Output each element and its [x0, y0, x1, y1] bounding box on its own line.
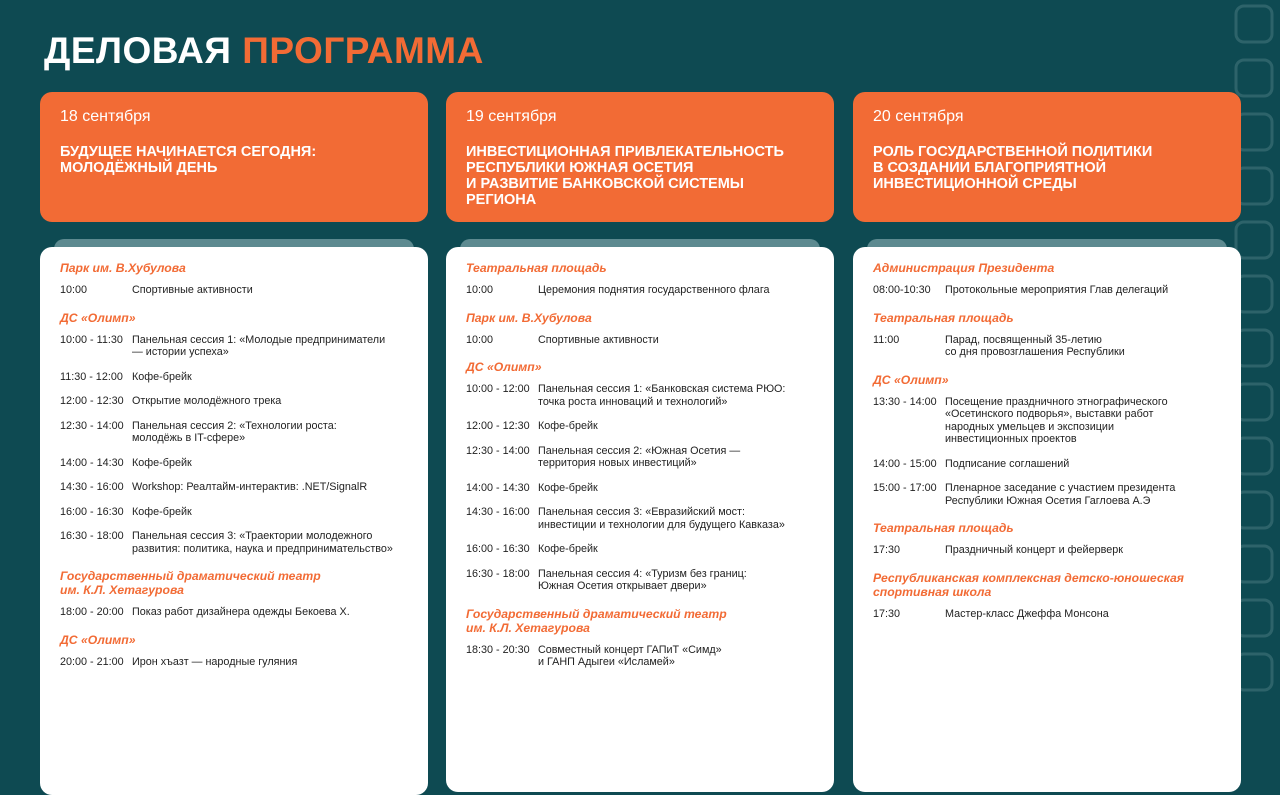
schedule-card: [40, 247, 428, 795]
schedule-row: [466, 644, 814, 669]
event-description: Показ работ дизайнера одежды Бекоева Х.: [132, 606, 350, 618]
event-description: Кофе-брейк: [132, 456, 192, 469]
event-description: Посещение праздничного этнографического «Осетинского подворья», выставки работ народных умельцев и экспозиции инвестиционных проектов: [945, 395, 1168, 445]
event-description: Открытие молодёжного трека: [132, 395, 282, 407]
schedule-row: [466, 568, 814, 593]
event-time: 10:00 - 12:00: [466, 383, 530, 395]
schedule-row: [466, 506, 814, 531]
event-description: Панельная сессия 1: «Банковская система РЮО: точка роста инноваций и технологий»: [538, 383, 786, 408]
event-time: 20:00 - 21:00: [60, 655, 124, 668]
event-time: 10:00: [466, 333, 494, 346]
event-description: Панельная сессия 3: «Траектории молодежного развития: политика, наука и предпринимательство»: [132, 530, 393, 555]
event-time: 12:30 - 14:00: [60, 419, 124, 432]
event-time: 14:30 - 16:00: [466, 506, 530, 518]
schedule-row: [60, 506, 408, 519]
day-header: [446, 92, 834, 222]
schedule-row: [60, 420, 408, 445]
event-time: 14:00 - 14:30: [466, 481, 530, 494]
venue-label: Парк им. В.Хубулова: [60, 261, 186, 275]
day-theme: РОЛЬ ГОСУДАРСТВЕННОЙ ПОЛИТИКИ В СОЗДАНИИ БЛАГОПРИЯТНОЙ ИНВЕСТИЦИОННОЙ СРЕДЫ: [873, 144, 1153, 192]
schedule-row: [873, 482, 1221, 507]
title-part1: ДЕЛОВАЯ: [44, 30, 232, 71]
venue-label: ДС «Олимп»: [873, 372, 949, 387]
schedule-row: [873, 544, 1221, 557]
event-description: Пленарное заседание с участием президента Республики Южная Осетия Гаглоева А.Э: [945, 482, 1176, 507]
day-date: 19 сентября: [466, 108, 557, 125]
event-description: Панельная сессия 2: «Южная Осетия — территория новых инвестиций»: [538, 444, 741, 469]
venue-label: Администрация Президента: [873, 261, 1055, 275]
event-description: Праздничный концерт и фейерверк: [945, 544, 1123, 556]
venue-label: Республиканская комплексная детско-юношеская спортивная школа: [873, 570, 1184, 599]
event-time: 10:00: [60, 284, 88, 296]
schedule-row: [60, 371, 408, 384]
event-description: Кофе-брейк: [538, 543, 598, 555]
venue-label: Театральная площадь: [466, 261, 607, 275]
event-time: 16:30 - 18:00: [60, 530, 124, 542]
event-description: Протокольные мероприятия Глав делегаций: [945, 284, 1169, 296]
schedule-row: [466, 284, 814, 297]
event-time: 12:00 - 12:30: [60, 395, 124, 407]
schedule-row: [873, 334, 1221, 359]
event-time: 13:30 - 14:00: [873, 395, 937, 408]
schedule-row: [873, 458, 1221, 471]
event-time: 15:00 - 17:00: [873, 482, 937, 494]
title-part2: ПРОГРАММА: [242, 30, 484, 71]
event-description: Кофе-брейк: [538, 481, 598, 494]
schedule-row: [466, 334, 814, 347]
event-description: Подписание соглашений: [945, 457, 1070, 470]
venue-label: Государственный драматический театр им. К.Л. Хетагурова: [466, 606, 727, 635]
event-description: Workshop: Реалтайм-интерактив: .NET/SignalR: [132, 481, 368, 493]
day-column-1: [40, 92, 428, 668]
event-time: 12:00 - 12:30: [466, 420, 530, 432]
event-time: 16:00 - 16:30: [466, 543, 530, 555]
event-description: Панельная сессия 2: «Технологии роста: молодёжь в IT-сфере»: [132, 419, 337, 444]
event-time: 11:00: [873, 333, 900, 346]
venue-label: Театральная площадь: [873, 310, 1014, 325]
event-time: 12:30 - 14:00: [466, 444, 530, 457]
day-theme: ИНВЕСТИЦИОННАЯ ПРИВЛЕКАТЕЛЬНОСТЬ РЕСПУБЛИКИ ЮЖНАЯ ОСЕТИЯ И РАЗВИТИЕ БАНКОВСКОЙ СИСТЕМЫ РЕГИОНА: [466, 144, 784, 208]
day-header: [853, 92, 1241, 222]
event-description: Панельная сессия 4: «Туризм без границ: Южная Осетия открывает двери»: [538, 567, 747, 592]
event-time: 10:00: [466, 284, 494, 296]
event-description: Панельная сессия 3: «Евразийский мост: инвестиции и технологии для будущего Кавказа»: [538, 506, 785, 531]
schedule-row: [60, 284, 408, 297]
event-description: Мастер-класс Джеффа Монсона: [945, 607, 1109, 620]
event-time: 16:30 - 18:00: [466, 567, 530, 580]
day-date: 20 сентября: [873, 108, 964, 125]
event-time: 17:30: [873, 607, 901, 620]
event-description: Кофе-брейк: [132, 505, 192, 518]
event-description: Парад, посвященный 35-летию со дня провозглашения Республики: [945, 333, 1125, 358]
event-time: 14:00 - 15:00: [873, 457, 937, 470]
event-time: 10:00 - 11:30: [60, 333, 123, 346]
event-time: 18:30 - 20:30: [466, 643, 530, 656]
day-date: 18 сентября: [60, 108, 151, 125]
schedule-row: [60, 481, 408, 494]
event-description: Спортивные активности: [538, 333, 659, 346]
event-time: 08:00-10:30: [873, 284, 931, 296]
event-description: Ирон хъазт — народные гуляния: [132, 655, 298, 668]
venue-label: Театральная площадь: [873, 521, 1014, 535]
venue-label: ДС «Олимп»: [60, 632, 136, 647]
schedule-row: [873, 284, 1221, 297]
schedule-row: [466, 420, 814, 433]
event-time: 17:30: [873, 544, 901, 556]
event-time: 18:00 - 20:00: [60, 606, 124, 618]
schedule-row: [466, 383, 814, 408]
schedule-row: [60, 606, 408, 619]
venue-label: ДС «Олимп»: [60, 310, 136, 325]
day-column-2: [446, 92, 834, 668]
event-time: 11:30 - 12:00: [60, 370, 123, 383]
schedule-row: [873, 396, 1221, 446]
schedule-row: [60, 530, 408, 555]
schedule-row: [60, 334, 408, 359]
event-time: 14:00 - 14:30: [60, 456, 124, 469]
event-description: Кофе-брейк: [132, 370, 192, 383]
schedule-card: [446, 247, 834, 792]
event-description: Панельная сессия 1: «Молодые предприниматели — истории успеха»: [132, 333, 386, 358]
venue-label: Государственный драматический театр им. К.Л. Хетагурова: [60, 569, 321, 597]
schedule-row: [466, 543, 814, 556]
schedule-row: [466, 482, 814, 495]
event-description: Спортивные активности: [132, 284, 253, 296]
day-theme: БУДУЩЕЕ НАЧИНАЕТСЯ СЕГОДНЯ: МОЛОДЁЖНЫЙ ДЕНЬ: [60, 144, 317, 176]
venue-label: ДС «Олимп»: [466, 360, 542, 374]
event-description: Кофе-брейк: [538, 420, 598, 432]
event-time: 16:00 - 16:30: [60, 505, 124, 518]
schedule-row: [466, 445, 814, 470]
event-description: Совместный концерт ГАПиТ «Симд» и ГАНП Адыгеи «Исламей»: [538, 643, 722, 668]
page-title: [44, 30, 484, 72]
schedule-row: [60, 395, 408, 408]
schedule-row: [873, 608, 1221, 621]
event-time: 14:30 - 16:00: [60, 481, 124, 493]
day-header: [40, 92, 428, 222]
schedule-card: [853, 247, 1241, 792]
schedule-row: [60, 656, 408, 669]
venue-label: Парк им. В.Хубулова: [466, 310, 592, 325]
event-description: Церемония поднятия государственного флага: [538, 284, 770, 296]
schedule-row: [60, 457, 408, 470]
day-column-3: [853, 92, 1241, 620]
